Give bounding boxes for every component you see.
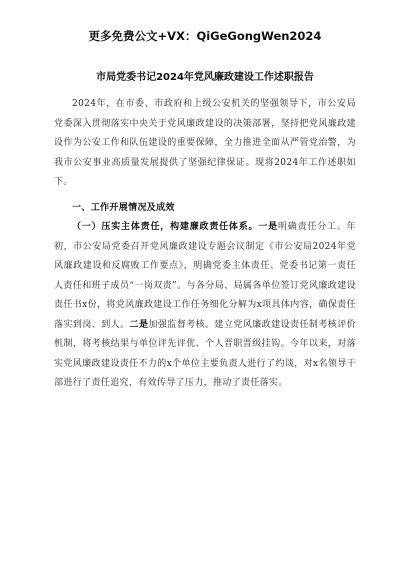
subsection-text-2: 加强监督考核。建立党风廉政建设责任制考核评价机制，将考核结果与单位评先评优、个人晋职晋级挂钩。今年以来，对落实党风廉政建设责任不力的x个单位主要负责人进行了约谈，对x名领导干部进行了责任追究，有效传导了压力，推动了责任落实。 <box>54 319 357 388</box>
keyword-second: 二是 <box>129 319 149 330</box>
watermark-text: 更多免费公文+VX：QiGeGongWen2024 <box>88 29 322 43</box>
subsection-heading: （一）压实主体责任，构建廉政责任体系。 <box>72 222 259 232</box>
subsection-paragraph <box>54 218 356 394</box>
section-heading: 一、工作开展情况及成效 <box>72 202 175 213</box>
document-body <box>54 95 356 394</box>
subsection-text-1: 明确责任分工。年初，市公安局党委召开党风廉政建设专题会议制定《市公安局2024年党风廉政建设和反腐败工作要点》，明确党委主体责任、党委书记第一责任人责任和班子成员“一岗双责”。与各分局、局属各单位签订党风廉政建设责任书x份，将党风廉政建设工作任务细化分解为x项具体内容，确保责任落实到岗、到人。 <box>54 222 356 330</box>
keyword-first: 一是 <box>258 222 278 232</box>
document-title: 市局党委书记2024年党风廉政建设工作述职报告 <box>96 72 314 83</box>
intro-paragraph: 2024年，在市委、市政府和上级公安机关的坚强领导下，市公安局党委深入贯彻落实中央关于党风廉政建设的决策部署，坚持把党风廉政建设作为公安工作和队伍建设的重要保障，全力推进全面从严管党治警，为我市公安事业高质量发展提供了坚强纪律保证。现将2024年工作述职如下。 <box>54 99 356 187</box>
